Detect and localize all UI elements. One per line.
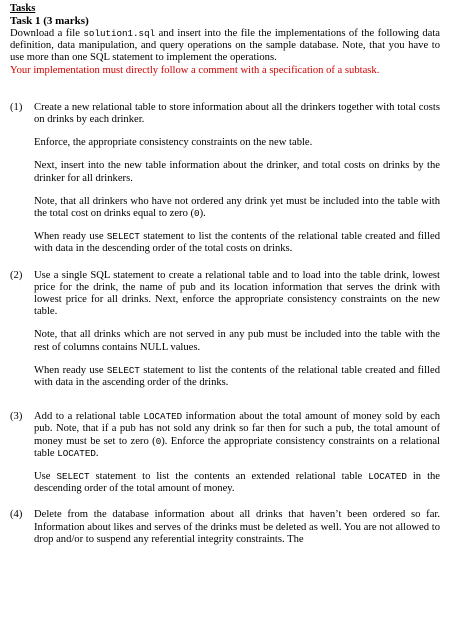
subtask-1 <box>10 102 440 256</box>
tasks-heading: Tasks <box>10 3 36 14</box>
red-note: Your implementation must directly follow a comment with a specification of a subtask. <box>10 64 380 76</box>
subtask-body: Delete from the database information about all drinks that haven’t been ordered so far. Information about likes and serves of the drinks must be deleted as well. You are not allowed to drop and/or to suspend any referential integrity constraints. The <box>34 509 440 545</box>
subtask-2 <box>10 270 440 390</box>
subtask-body: Use a single SQL statement to create a relational table and to load into the table drink, lowest price for the drink, the name of pub and its location information that serves the drink with lowest price for all drinks. Next, enforce the appropriate consistency constraints on the new table. Note, that all drinks which are not served in any pub must be included into the table with the rest of columns contains NULL values. When ready use SELECT statement to list the contents of the relational table created and filled with data in the ascending order of the drinks. <box>34 269 440 389</box>
subtask-body: Create a new relational table to store information about all the drinkers together with total costs on drinks by each drinker. Enforce, the appropriate consistency constraints on the new table. Next, insert into the new table information about the drinker, and total costs on drinks by the drinker for all drinkers. Note, that all drinkers who have not ordered any drink yet must be included into the table with the total cost on drinks equal to zero (0). When ready use SELECT statement to list the contents of the relational table created and filled with data in the descending order of the total costs on drinks. <box>34 101 440 255</box>
task1-heading: Task 1 (3 marks) <box>10 15 89 27</box>
subtask-body: Add to a relational table LOCATED information about the total amount of money sold by each pub. Note, that if a pub has not sold any drink so far then for such a pub, the total amount of money must be set to zero (0). Enforce the appropriate consistency constraints on a relational table LOCATED. Use SELECT statement to list the contents an extended relational table LOCATED in the descending order of the total amount of money. <box>34 411 441 495</box>
document-page <box>0 3 454 644</box>
subtask-number: (4) <box>10 509 23 521</box>
subtask-number: (2) <box>10 269 23 281</box>
intro-paragraph: Download a file solution1.sql and insert into the file the implementations of the following data definition, data manipulation, and query operations on the sample database. Note, that you have to use more than one SQL statement to implement the operations. <box>10 28 440 64</box>
subtask-3 <box>10 411 440 495</box>
subtask-number: (1) <box>10 101 23 113</box>
subtask-4 <box>10 509 440 546</box>
filename: solution1.sql <box>83 28 156 39</box>
subtask-number: (3) <box>10 411 23 423</box>
subtask-list <box>10 102 440 546</box>
